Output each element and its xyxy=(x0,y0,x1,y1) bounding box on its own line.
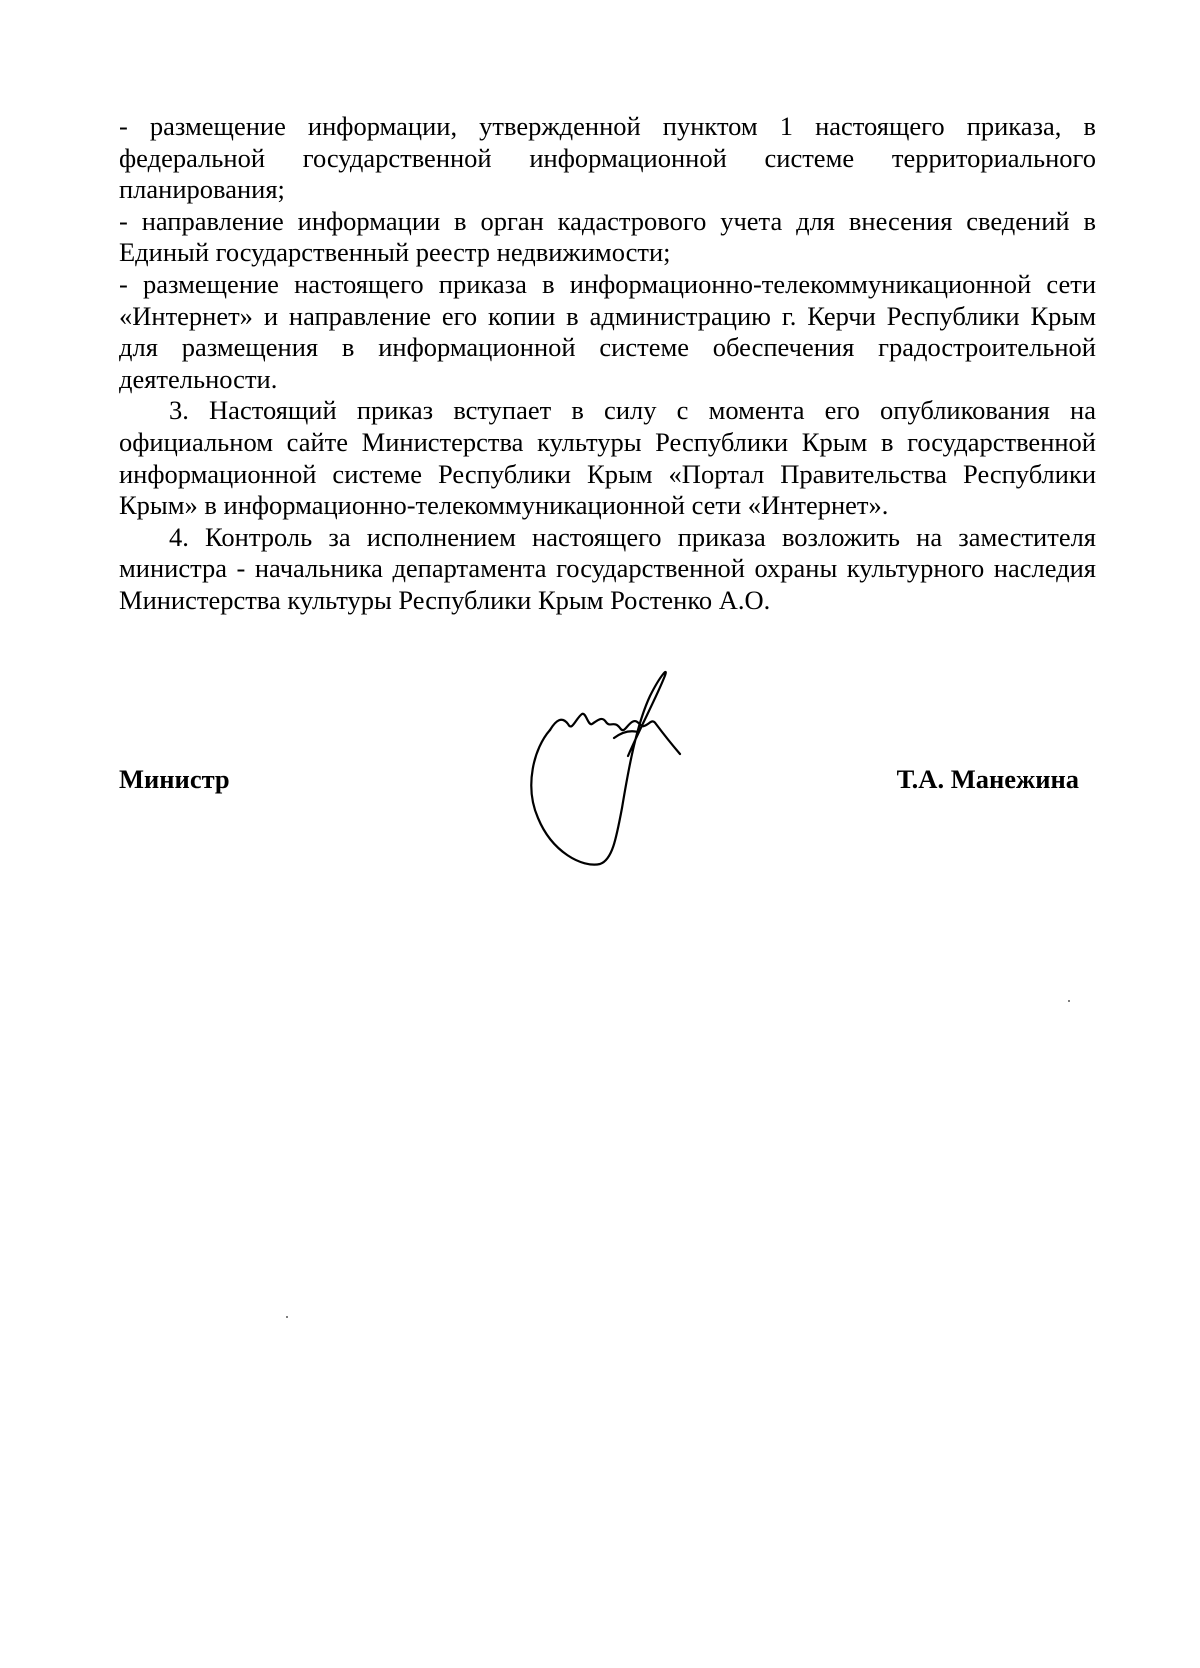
signatory-name: Т.А. Манежина xyxy=(896,764,1079,794)
paragraph-clause-4: 4. Контроль за исполнением настоящего приказа возложить на заместителя министра - начальника департамента государственной охраны культурного наследия Министерства культуры Республики Крым Ростенко А.О. xyxy=(119,521,1096,615)
paragraph-item-cadastre: - направление информации в орган кадастрового учета для внесения сведений в Единый государственный реестр недвижимости; xyxy=(119,205,1096,268)
document-body xyxy=(119,111,1096,617)
paragraph-item-placement: - размещение информации, утвержденной пунктом 1 настоящего приказа, в федеральной государственной информационной системе территориального планирования; xyxy=(119,111,1096,205)
signatory-title: Министр xyxy=(119,764,230,794)
scan-speck xyxy=(1068,1000,1070,1002)
paragraph-item-publication: - размещение настоящего приказа в информационно-телекоммуникационной сети «Интернет» и направление его копии в администрацию г. Керчи Республики Крым для размещения в информационной системе обеспечения градостроительной деятельности. xyxy=(119,268,1096,394)
scan-speck xyxy=(286,1316,288,1318)
handwritten-signature-icon xyxy=(530,668,710,878)
paragraph-clause-3: 3. Настоящий приказ вступает в силу с момента его опубликования на официальном сайте Министерства культуры Республики Крым в государственной информационной системе Республики Крым «Портал Правительства Республики Крым» в информационно-телекоммуникационной сети «Интернет». xyxy=(119,395,1096,521)
